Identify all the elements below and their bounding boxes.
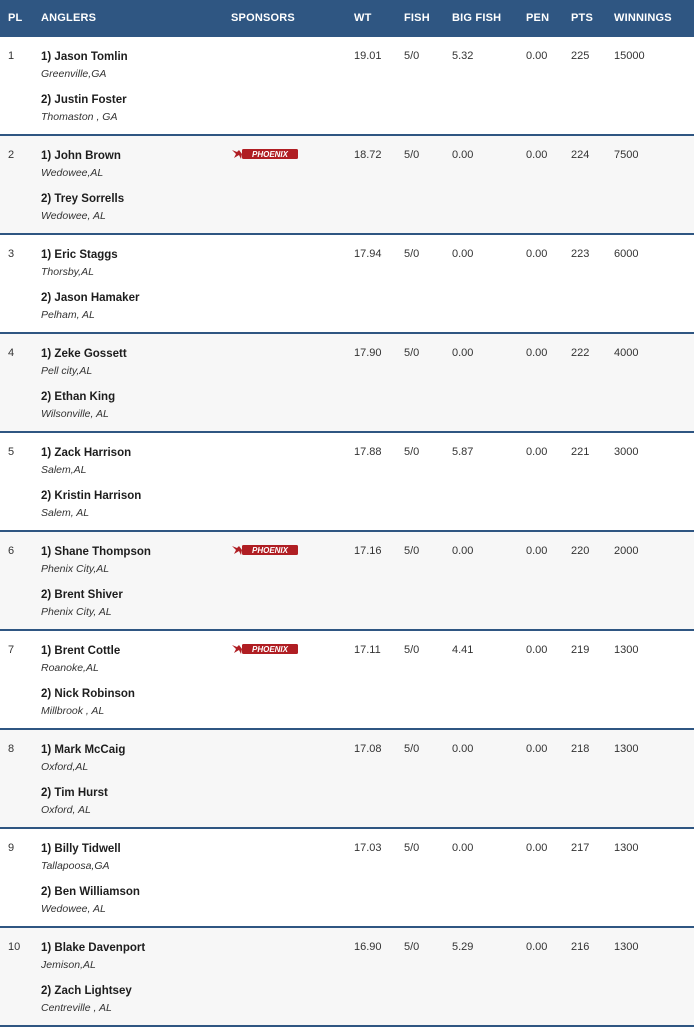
fish-cell: 5/0 bbox=[404, 743, 420, 755]
anglers-cell bbox=[41, 841, 140, 927]
angler-1-location: Roanoke,AL bbox=[41, 662, 99, 674]
angler-2-location: Phenix City, AL bbox=[41, 606, 112, 618]
anglers-cell bbox=[41, 49, 128, 135]
penalty-cell: 0.00 bbox=[526, 644, 548, 656]
angler-1-name: 1) Mark McCaig bbox=[41, 744, 126, 756]
points-cell: 220 bbox=[571, 545, 590, 557]
table-row bbox=[0, 829, 694, 928]
angler-2-location: Thomaston , GA bbox=[41, 111, 118, 123]
winnings-cell: 1300 bbox=[614, 842, 639, 854]
anglers-cell bbox=[41, 940, 145, 1026]
angler-2-location: Salem, AL bbox=[41, 507, 90, 519]
big-fish-cell: 0.00 bbox=[452, 347, 474, 359]
svg-text:PHOENIX: PHOENIX bbox=[251, 546, 289, 555]
fish-cell: 5/0 bbox=[404, 644, 420, 656]
big-fish-cell: 0.00 bbox=[452, 248, 474, 260]
table-row bbox=[0, 235, 694, 334]
phoenix-sponsor-logo bbox=[231, 543, 299, 557]
penalty-cell: 0.00 bbox=[526, 347, 548, 359]
fish-cell: 5/0 bbox=[404, 149, 420, 161]
place-cell: 5 bbox=[8, 446, 15, 458]
angler-1-name: 1) Blake Davenport bbox=[41, 942, 146, 954]
header-fish: FISH bbox=[404, 12, 430, 24]
svg-text:PHOENIX: PHOENIX bbox=[251, 645, 289, 654]
winnings-cell: 3000 bbox=[614, 446, 639, 458]
angler-2-location: Centreville , AL bbox=[41, 1002, 112, 1014]
angler-1-name: 1) Jason Tomlin bbox=[41, 51, 128, 63]
fish-cell: 5/0 bbox=[404, 545, 420, 557]
header-pts: PTS bbox=[571, 12, 593, 24]
anglers-cell bbox=[41, 247, 139, 333]
weight-cell: 17.16 bbox=[354, 545, 382, 557]
angler-2-name: 2) Jason Hamaker bbox=[41, 292, 140, 304]
header-sponsors: SPONSORS bbox=[231, 12, 295, 24]
fish-cell: 5/0 bbox=[404, 842, 420, 854]
table-row bbox=[0, 37, 694, 136]
big-fish-cell: 5.87 bbox=[452, 446, 474, 458]
angler-1-name: 1) John Brown bbox=[41, 150, 121, 162]
anglers-cell bbox=[41, 544, 151, 630]
angler-1-location: Tallapoosa,GA bbox=[41, 860, 110, 872]
weight-cell: 17.88 bbox=[354, 446, 382, 458]
big-fish-cell: 4.41 bbox=[452, 644, 474, 656]
winnings-cell: 6000 bbox=[614, 248, 639, 260]
points-cell: 224 bbox=[571, 149, 590, 161]
points-cell: 218 bbox=[571, 743, 590, 755]
fish-cell: 5/0 bbox=[404, 446, 420, 458]
place-cell: 2 bbox=[8, 149, 15, 161]
points-cell: 217 bbox=[571, 842, 590, 854]
anglers-cell bbox=[41, 346, 127, 432]
place-cell: 10 bbox=[8, 941, 21, 953]
weight-cell: 17.03 bbox=[354, 842, 382, 854]
table-header bbox=[0, 0, 694, 37]
winnings-cell: 1300 bbox=[614, 644, 639, 656]
penalty-cell: 0.00 bbox=[526, 149, 548, 161]
angler-1-name: 1) Billy Tidwell bbox=[41, 843, 121, 855]
angler-2-location: Pelham, AL bbox=[41, 309, 95, 321]
winnings-cell: 2000 bbox=[614, 545, 639, 557]
penalty-cell: 0.00 bbox=[526, 50, 548, 62]
anglers-cell bbox=[41, 148, 124, 234]
weight-cell: 17.11 bbox=[354, 644, 381, 656]
points-cell: 225 bbox=[571, 50, 590, 62]
angler-1-location: Greenville,GA bbox=[41, 68, 107, 80]
table-row bbox=[0, 136, 694, 235]
penalty-cell: 0.00 bbox=[526, 941, 548, 953]
weight-cell: 17.90 bbox=[354, 347, 382, 359]
header-big-fish: BIG FISH bbox=[452, 12, 502, 24]
place-cell: 6 bbox=[8, 545, 15, 557]
angler-2-name: 2) Zach Lightsey bbox=[41, 985, 132, 997]
place-cell: 4 bbox=[8, 347, 15, 359]
place-cell: 9 bbox=[8, 842, 15, 854]
fish-cell: 5/0 bbox=[404, 941, 420, 953]
place-cell: 1 bbox=[8, 50, 15, 62]
angler-1-location: Pell city,AL bbox=[41, 365, 93, 377]
fish-cell: 5/0 bbox=[404, 248, 420, 260]
header-pen: PEN bbox=[526, 12, 550, 24]
winnings-cell: 1300 bbox=[614, 743, 639, 755]
anglers-cell bbox=[41, 445, 141, 531]
header-wt: WT bbox=[354, 12, 372, 24]
table-row bbox=[0, 433, 694, 532]
angler-2-name: 2) Ethan King bbox=[41, 391, 116, 403]
weight-cell: 18.72 bbox=[354, 149, 382, 161]
angler-1-name: 1) Brent Cottle bbox=[41, 645, 121, 657]
winnings-cell: 15000 bbox=[614, 50, 645, 62]
penalty-cell: 0.00 bbox=[526, 248, 548, 260]
angler-1-name: 1) Eric Staggs bbox=[41, 249, 118, 261]
winnings-cell: 1300 bbox=[614, 941, 639, 953]
phoenix-sponsor-logo bbox=[231, 642, 299, 656]
penalty-cell: 0.00 bbox=[526, 743, 548, 755]
penalty-cell: 0.00 bbox=[526, 446, 548, 458]
fish-cell: 5/0 bbox=[404, 347, 420, 359]
winnings-cell: 4000 bbox=[614, 347, 639, 359]
place-cell: 7 bbox=[8, 644, 15, 656]
angler-1-location: Jemison,AL bbox=[41, 959, 96, 971]
weight-cell: 17.08 bbox=[354, 743, 382, 755]
angler-1-location: Phenix City,AL bbox=[41, 563, 110, 575]
anglers-cell bbox=[41, 643, 135, 729]
fish-cell: 5/0 bbox=[404, 50, 420, 62]
big-fish-cell: 0.00 bbox=[452, 149, 474, 161]
angler-2-name: 2) Trey Sorrells bbox=[41, 193, 125, 205]
place-cell: 8 bbox=[8, 743, 15, 755]
angler-1-name: 1) Zeke Gossett bbox=[41, 348, 127, 360]
angler-2-location: Wilsonville, AL bbox=[41, 408, 109, 420]
angler-2-location: Oxford, AL bbox=[41, 804, 91, 816]
header-winnings: WINNINGS bbox=[614, 12, 672, 24]
header-anglers: ANGLERS bbox=[41, 12, 97, 24]
big-fish-cell: 0.00 bbox=[452, 842, 474, 854]
big-fish-cell: 0.00 bbox=[452, 743, 474, 755]
table-row bbox=[0, 532, 694, 631]
phoenix-sponsor-logo bbox=[231, 147, 299, 161]
header-pl: PL bbox=[8, 12, 23, 24]
big-fish-cell: 0.00 bbox=[452, 545, 474, 557]
table-row bbox=[0, 334, 694, 433]
angler-1-location: Wedowee,AL bbox=[41, 167, 104, 179]
angler-1-name: 1) Shane Thompson bbox=[41, 546, 151, 558]
angler-1-location: Thorsby,AL bbox=[41, 266, 94, 278]
angler-2-name: 2) Tim Hurst bbox=[41, 787, 108, 799]
points-cell: 222 bbox=[571, 347, 590, 359]
weight-cell: 17.94 bbox=[354, 248, 382, 260]
angler-2-name: 2) Brent Shiver bbox=[41, 589, 123, 601]
svg-text:PHOENIX: PHOENIX bbox=[251, 150, 289, 159]
big-fish-cell: 5.29 bbox=[452, 941, 474, 953]
points-cell: 223 bbox=[571, 248, 590, 260]
angler-2-name: 2) Ben Williamson bbox=[41, 886, 140, 898]
winnings-cell: 7500 bbox=[614, 149, 639, 161]
weight-cell: 19.01 bbox=[354, 50, 382, 62]
angler-2-name: 2) Nick Robinson bbox=[41, 688, 135, 700]
angler-1-name: 1) Zack Harrison bbox=[41, 447, 132, 459]
penalty-cell: 0.00 bbox=[526, 545, 548, 557]
table-row bbox=[0, 631, 694, 730]
table-row bbox=[0, 928, 694, 1027]
place-cell: 3 bbox=[8, 248, 15, 260]
points-cell: 219 bbox=[571, 644, 590, 656]
table-body bbox=[0, 37, 694, 1027]
angler-2-location: Wedowee, AL bbox=[41, 903, 106, 915]
angler-2-name: 2) Kristin Harrison bbox=[41, 490, 142, 502]
points-cell: 216 bbox=[571, 941, 590, 953]
anglers-cell bbox=[41, 742, 125, 828]
angler-2-location: Millbrook , AL bbox=[41, 705, 105, 717]
weight-cell: 16.90 bbox=[354, 941, 382, 953]
angler-1-location: Salem,AL bbox=[41, 464, 87, 476]
penalty-cell: 0.00 bbox=[526, 842, 548, 854]
angler-1-location: Oxford,AL bbox=[41, 761, 89, 773]
big-fish-cell: 5.32 bbox=[452, 50, 474, 62]
angler-2-name: 2) Justin Foster bbox=[41, 94, 127, 106]
table-row bbox=[0, 730, 694, 829]
angler-2-location: Wedowee, AL bbox=[41, 210, 106, 222]
points-cell: 221 bbox=[571, 446, 590, 458]
